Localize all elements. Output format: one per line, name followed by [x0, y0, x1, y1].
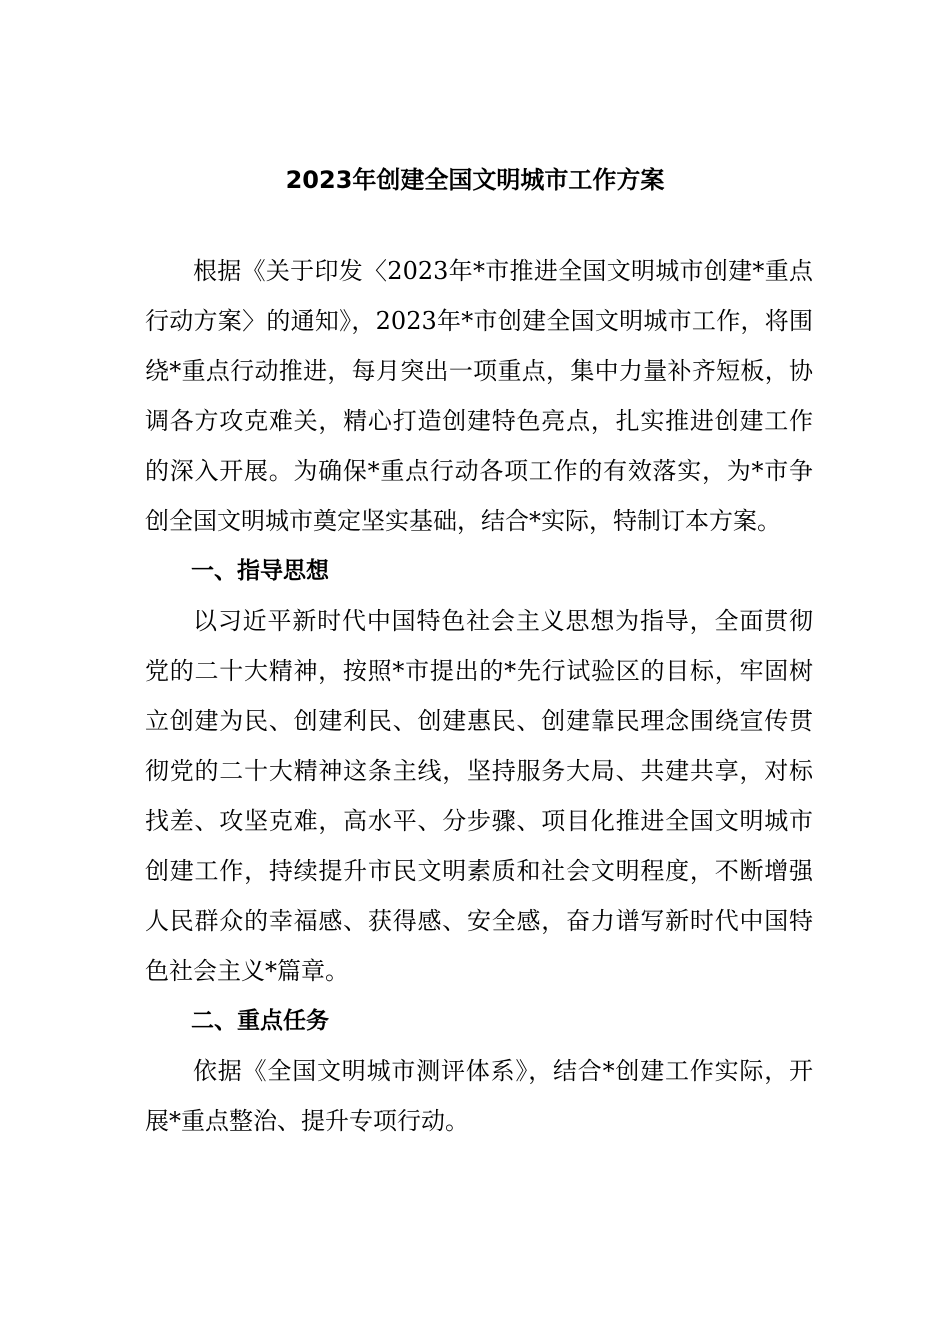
section-heading-key-tasks: 二、重点任务 — [191, 1008, 329, 1034]
guiding-ideology-paragraph: 以习近平新时代中国特色社会主义思想为指导，全面贯彻党的二十大精神，按照*市提出的*先行试验区的目标，牢固树立创建为民、创建利民、创建惠民、创建靠民理念围绕宣传贯彻党的二十大精神这条主线，坚持服务大局、共建共享，对标找差、攻坚克难，高水平、分步骤、项目化推进全国文明城市创建工作，持续提升市民文明素质和社会文明程度，不断增强人民群众的幸福感、获得感、安全感，奋力谱写新时代中国特色社会主义*篇章。 — [145, 607, 813, 985]
document-title: 2023年创建全国文明城市工作方案 — [285, 166, 665, 194]
intro-paragraph: 根据《关于印发〈2023年*市推进全国文明城市创建*重点行动方案〉的通知》，2023年*市创建全国文明城市工作，将围绕*重点行动推进，每月突出一项重点，集中力量补齐短板，协调各方攻克难关，精心打造创建特色亮点，扎实推进创建工作的深入开展。为确保*重点行动各项工作的有效落实，为*市争创全国文明城市奠定坚实基础，结合*实际，特制订本方案。 — [145, 257, 813, 535]
section-heading-guiding-ideology: 一、指导思想 — [191, 558, 329, 584]
document-body — [145, 246, 813, 1146]
key-tasks-paragraph: 依据《全国文明城市测评体系》，结合*创建工作实际，开展*重点整治、提升专项行动。 — [145, 1057, 813, 1135]
